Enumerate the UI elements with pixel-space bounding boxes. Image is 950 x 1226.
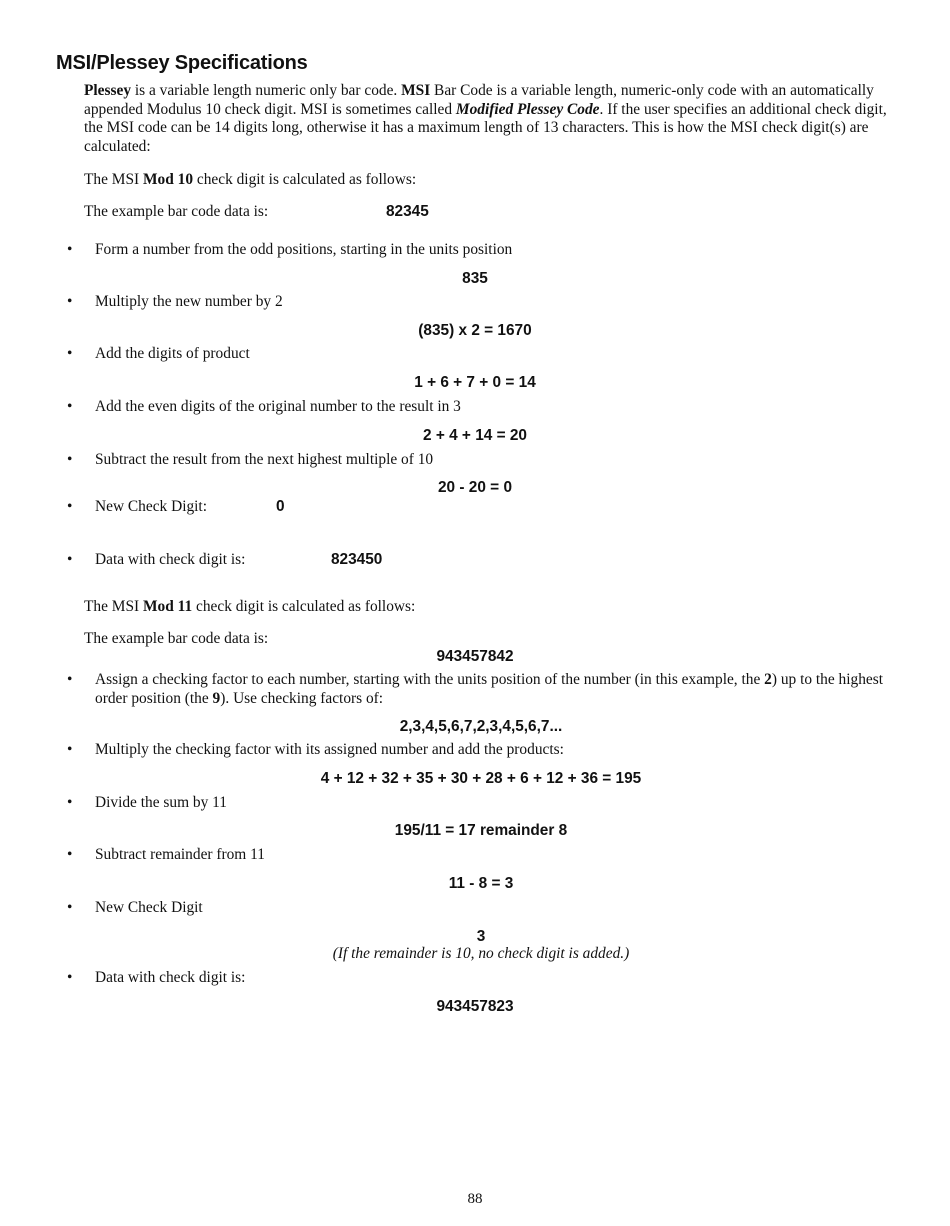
page-title: MSI/Plessey Specifications: [56, 52, 308, 74]
mod11-note: (If the remainder is 10, no check digit is added.): [332, 945, 630, 962]
bullet-icon: •: [67, 899, 73, 916]
mod10-data-value: 823450: [331, 551, 383, 568]
mod11-step-3: • Subtract remainder from 11: [67, 846, 265, 863]
mod11-result-2: 195/11 = 17 remainder 8: [394, 822, 568, 839]
intro-term-plessey: Plessey: [84, 82, 132, 99]
intro-term-modified-plessey: Modified Plessey Code: [455, 100, 600, 118]
mod10-step-4: • Add the even digits of the original number to the result in 3: [67, 398, 461, 415]
bullet-icon: •: [67, 398, 73, 415]
mod11-example-label: The example bar code data is:: [84, 630, 269, 647]
mod11-data-label: • Data with check digit is:: [67, 969, 246, 986]
mod11-data-value: 943457823: [436, 998, 514, 1015]
bullet-icon: •: [67, 969, 73, 986]
mod10-result-5: 20 - 20 = 0: [437, 479, 512, 496]
intro-text-1: is a variable length numeric only bar code.: [131, 82, 402, 99]
mod10-result-3: 1 + 6 + 7 + 0 = 14: [414, 374, 536, 391]
mod10-new-check-label: • New Check Digit:: [67, 498, 207, 515]
bullet-icon: •: [67, 551, 73, 568]
mod10-heading: The MSI Mod 10 check digit is calculated as follows:: [84, 171, 417, 188]
mod10-result-2: (835) x 2 = 1670: [418, 322, 532, 339]
mod11-step-4: • New Check Digit: [67, 899, 203, 916]
mod11-result-3: 11 - 8 = 3: [448, 875, 514, 892]
mod11-step-1: • Multiply the checking factor with its assigned number and add the products:: [67, 741, 564, 758]
intro-paragraph: [84, 82, 904, 156]
mod11-step-2: • Divide the sum by 11: [67, 794, 227, 811]
mod10-result-1: 835: [462, 270, 488, 287]
bullet-icon: •: [67, 498, 73, 515]
mod10-step-3: • Add the digits of product: [67, 345, 250, 362]
bullet-icon: •: [67, 345, 73, 362]
bullet-icon: •: [67, 741, 73, 758]
mod10-result-4: 2 + 4 + 14 = 20: [423, 427, 527, 444]
intro-text-2: Bar Code is a variable length, numeric-only code with an automatically appended Modulus 10 check digit. MSI is sometimes called: [84, 82, 874, 118]
mod10-step-2: • Multiply the new number by 2: [67, 293, 283, 310]
mod11-heading: The MSI Mod 11 check digit is calculated as follows:: [84, 598, 416, 615]
mod10-example-label: The example bar code data is:: [84, 203, 269, 220]
mod11-result-4: 3: [476, 928, 486, 945]
bullet-icon: •: [67, 794, 73, 811]
mod10-step-1: • Form a number from the odd positions, starting in the units position: [67, 241, 513, 258]
mod10-step-5: • Subtract the result from the next highest multiple of 10: [67, 451, 434, 468]
mod11-factors: 2,3,4,5,6,7,2,3,4,5,6,7...: [399, 718, 563, 735]
bullet-icon: •: [67, 241, 73, 258]
mod10-example-value: 82345: [386, 203, 429, 220]
mod11-assign-step: • Assign a checking factor to each number, starting with the units position of the number (in this example, the 2) up to the highest order position (the 9). Use checking factors of:: [67, 671, 883, 707]
bullet-icon: •: [67, 293, 73, 310]
bullet-icon: •: [67, 671, 73, 688]
intro-text-3: . If the user specifies an additional check digit, the MSI code can be 14 digits long, otherwise it has a maximum length of 13 characters. This is how the MSI check digit(s) are calculated:: [84, 100, 887, 155]
intro-term-msi: MSI: [401, 82, 431, 99]
bullet-icon: •: [67, 451, 73, 468]
mod10-new-check-value: 0: [276, 498, 285, 515]
mod11-example-value: 943457842: [436, 648, 514, 665]
mod10-data-label: • Data with check digit is:: [67, 551, 246, 568]
page-number: 88: [467, 1191, 483, 1207]
mod11-result-1: 4 + 12 + 32 + 35 + 30 + 28 + 6 + 12 + 36 = 195: [320, 770, 642, 787]
bullet-icon: •: [67, 846, 73, 863]
